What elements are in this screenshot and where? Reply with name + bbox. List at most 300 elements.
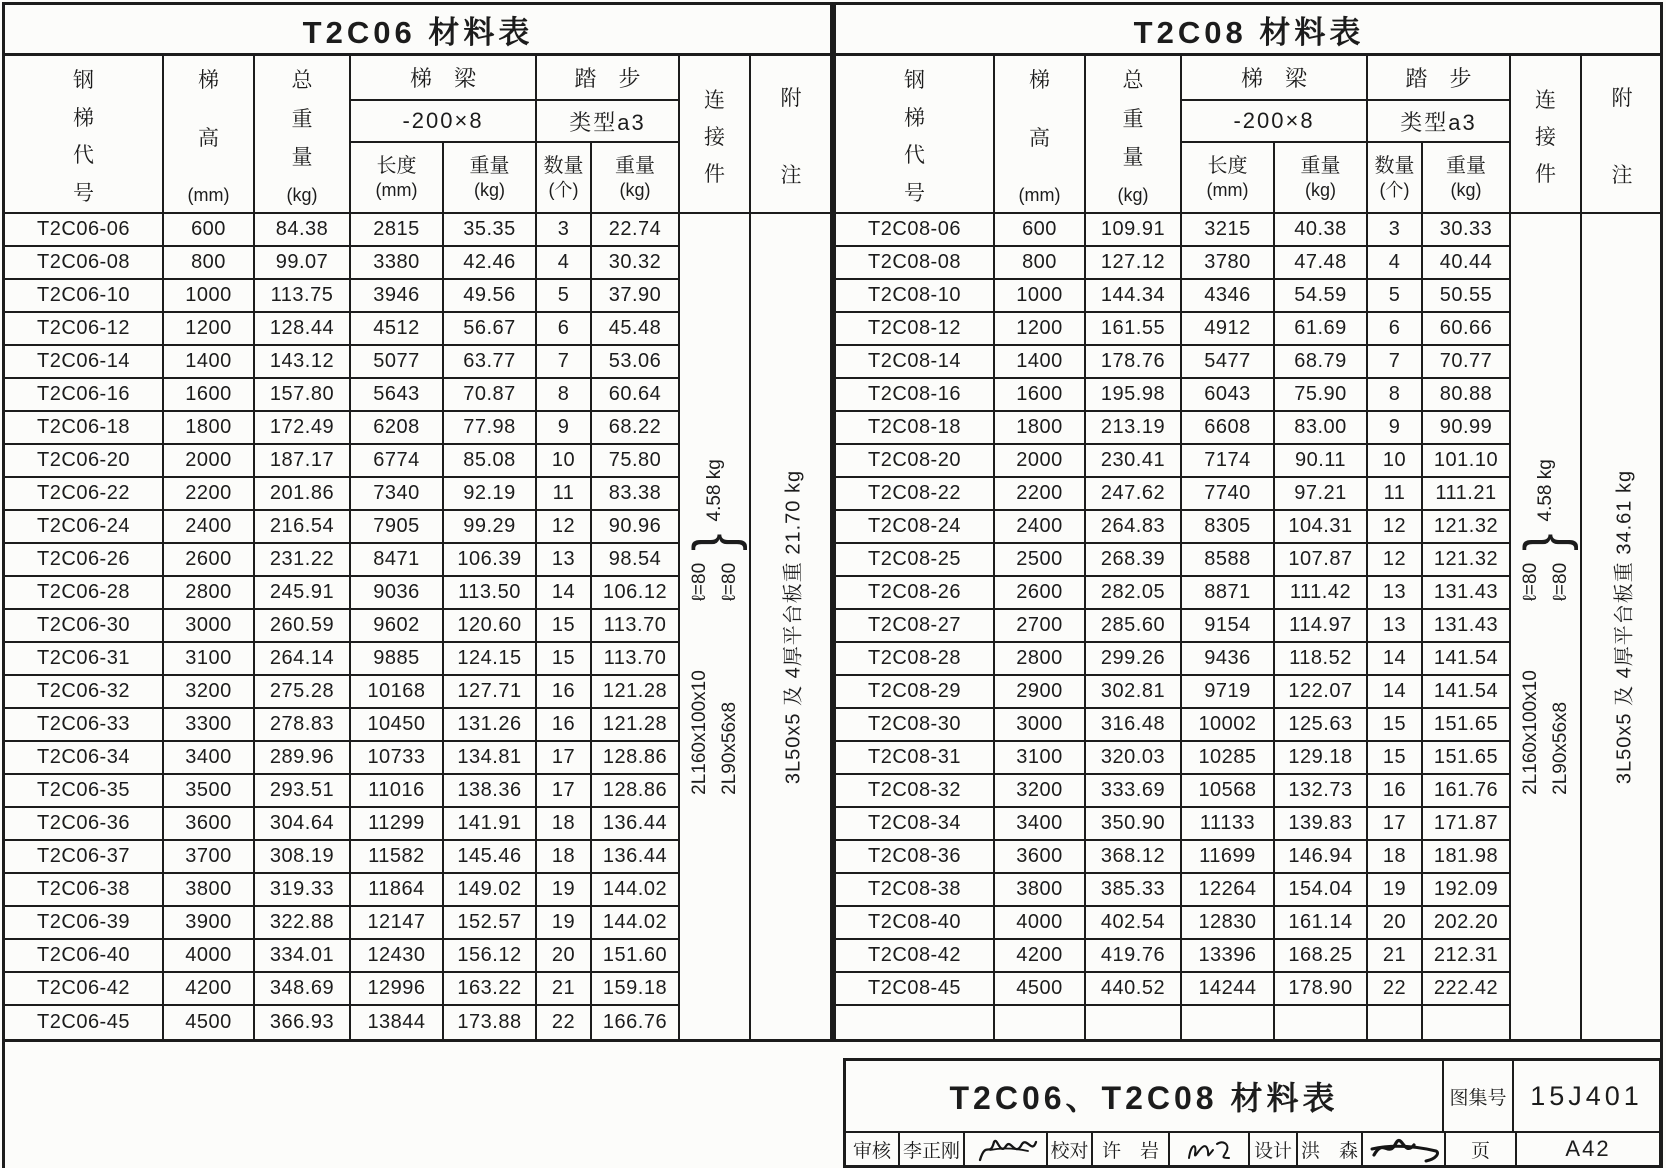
data-cell: 21 <box>1368 940 1423 973</box>
data-cell: 75.80 <box>592 445 680 478</box>
data-cell: 37.90 <box>592 280 680 313</box>
data-cell: 2700 <box>995 610 1086 643</box>
header-unit: (kg) <box>1117 184 1149 205</box>
data-cell: 9719 <box>1182 676 1275 709</box>
data-cell: 2500 <box>995 544 1086 577</box>
header-text: 数量 <box>543 154 584 177</box>
data-cell: 161.76 <box>1423 775 1511 808</box>
data-cell: 70.77 <box>1423 346 1511 379</box>
data-cell: 54.59 <box>1275 280 1368 313</box>
data-cell: 293.51 <box>255 775 351 808</box>
connector-specs <box>689 562 741 794</box>
data-cell: 68.22 <box>592 412 680 445</box>
data-cell: 12 <box>1368 544 1423 577</box>
header-total-weight <box>1086 56 1182 214</box>
data-cell: 122.07 <box>1275 676 1368 709</box>
data-cell: 1600 <box>164 379 255 412</box>
data-cell: 11299 <box>351 808 444 841</box>
data-cell: 5477 <box>1182 346 1275 379</box>
data-cell: 3000 <box>164 610 255 643</box>
data-cell: 151.60 <box>592 940 680 973</box>
header-char: 钢 <box>73 69 94 92</box>
data-cell: 60.66 <box>1423 313 1511 346</box>
data-cell: 14 <box>1368 643 1423 676</box>
data-cell: 11016 <box>351 775 444 808</box>
data-cell: 275.28 <box>255 676 351 709</box>
note-cell <box>751 214 831 1039</box>
material-table <box>2 2 833 1042</box>
data-cell: 419.76 <box>1086 940 1182 973</box>
data-cell: 1800 <box>164 412 255 445</box>
data-cell: 5 <box>1368 280 1423 313</box>
data-cell: 13396 <box>1182 940 1275 973</box>
connector-specs <box>1520 562 1572 794</box>
data-cell: 2815 <box>351 214 444 247</box>
data-cell: 161.14 <box>1275 907 1368 940</box>
data-cell: 172.49 <box>255 412 351 445</box>
ladder-code-cell: T2C08-14 <box>836 346 995 379</box>
header-connector <box>1511 56 1582 214</box>
data-cell: 42.46 <box>444 247 537 280</box>
data-cell: 40.44 <box>1423 247 1511 280</box>
data-cell: 2400 <box>164 511 255 544</box>
data-cell: 92.19 <box>444 478 537 511</box>
data-cell: 136.44 <box>592 841 680 874</box>
data-cell: 83.38 <box>592 478 680 511</box>
data-cell: 145.46 <box>444 841 537 874</box>
data-cell: 121.32 <box>1423 544 1511 577</box>
ladder-code-cell: T2C06-33 <box>5 709 164 742</box>
data-cell: 10002 <box>1182 709 1275 742</box>
header-beam-spec: -200×8 <box>1182 101 1368 143</box>
data-cell: 2600 <box>164 544 255 577</box>
data-cell: 10285 <box>1182 742 1275 775</box>
data-cell <box>1182 1006 1275 1039</box>
data-cell: 113.70 <box>592 643 680 676</box>
data-cell: 161.55 <box>1086 313 1182 346</box>
data-cell: 144.02 <box>592 907 680 940</box>
header-char: 连 <box>1535 88 1556 112</box>
header-char: 梯 <box>904 106 925 130</box>
data-cell: 168.25 <box>1275 940 1368 973</box>
header-char: 附 <box>780 87 802 110</box>
data-cell: 12147 <box>351 907 444 940</box>
header-unit: (个) <box>548 179 579 200</box>
ladder-code-cell: T2C08-36 <box>836 841 995 874</box>
data-cell: 6608 <box>1182 412 1275 445</box>
data-cell: 8471 <box>351 544 444 577</box>
data-cell: 16 <box>537 676 592 709</box>
connector-len2: ℓ=80 <box>718 562 740 601</box>
connector-len2: ℓ=80 <box>1549 562 1571 601</box>
data-cell: 1400 <box>164 346 255 379</box>
ladder-code-cell: T2C06-45 <box>5 1006 164 1039</box>
data-cell: 16 <box>1368 775 1423 808</box>
data-cell: 118.52 <box>1275 643 1368 676</box>
ladder-code-cell: T2C06-06 <box>5 214 164 247</box>
data-cell: 11 <box>1368 478 1423 511</box>
header-connector <box>680 56 751 214</box>
data-cell: 201.86 <box>255 478 351 511</box>
header-char: 重 <box>1122 107 1144 131</box>
header-char: 件 <box>1535 162 1556 186</box>
ladder-code-cell: T2C08-26 <box>836 577 995 610</box>
ladder-code-cell: T2C08-24 <box>836 511 995 544</box>
data-cell: 113.50 <box>444 577 537 610</box>
data-cell: 7905 <box>351 511 444 544</box>
data-cell: 113.75 <box>255 280 351 313</box>
ladder-code-cell: T2C08-12 <box>836 313 995 346</box>
data-cell: 154.04 <box>1275 874 1368 907</box>
data-cell: 3400 <box>164 742 255 775</box>
data-cell: 4500 <box>995 973 1086 1006</box>
ladder-code-cell: T2C06-37 <box>5 841 164 874</box>
header-char: 注 <box>780 164 802 187</box>
header-beam-weight <box>444 143 537 214</box>
data-cell: 60.64 <box>592 379 680 412</box>
data-cell: 600 <box>164 214 255 247</box>
data-cell: 2900 <box>995 676 1086 709</box>
data-cell: 20 <box>537 940 592 973</box>
data-cell: 299.26 <box>1086 643 1182 676</box>
data-cell: 2800 <box>164 577 255 610</box>
data-cell: 22 <box>1368 973 1423 1006</box>
data-cell: 6 <box>537 313 592 346</box>
header-char: 号 <box>904 181 925 205</box>
ladder-code-cell: T2C08-27 <box>836 610 995 643</box>
data-cell: 1600 <box>995 379 1086 412</box>
data-cell: 99.29 <box>444 511 537 544</box>
note-annotation: 3L50x5 及 4厚平台板重 21.70 kg <box>782 469 805 784</box>
data-cell: 111.21 <box>1423 478 1511 511</box>
header-unit: (kg) <box>286 184 318 205</box>
brace-glyph: } <box>1512 532 1579 551</box>
data-cell: 141.54 <box>1423 643 1511 676</box>
data-cell: 3300 <box>164 709 255 742</box>
brace-glyph: } <box>681 532 748 551</box>
data-cell: 138.36 <box>444 775 537 808</box>
data-cell: 216.54 <box>255 511 351 544</box>
data-cell: 278.83 <box>255 709 351 742</box>
data-cell: 121.32 <box>1423 511 1511 544</box>
ladder-code-cell: T2C06-31 <box>5 643 164 676</box>
data-cell: 121.28 <box>592 709 680 742</box>
header-text: 长度 <box>376 154 417 177</box>
connector-len1: ℓ=80 <box>1519 562 1541 601</box>
header-char: 钢 <box>904 69 925 92</box>
header-char: 代 <box>904 144 925 168</box>
data-cell: 106.39 <box>444 544 537 577</box>
data-cell: 4 <box>537 247 592 280</box>
ladder-code-cell: T2C08-34 <box>836 808 995 841</box>
data-cell: 2600 <box>995 577 1086 610</box>
header-ladder-code <box>5 56 164 214</box>
data-cell: 90.96 <box>592 511 680 544</box>
data-cell: 127.71 <box>444 676 537 709</box>
data-cell: 4912 <box>1182 313 1275 346</box>
title-block-row2 <box>846 1133 1659 1165</box>
data-cell: 35.35 <box>444 214 537 247</box>
data-cell: 159.18 <box>592 973 680 1006</box>
header-step-spec: 类型a3 <box>1368 101 1511 143</box>
ladder-code-cell: T2C06-08 <box>5 247 164 280</box>
data-cell: 13844 <box>351 1006 444 1039</box>
data-cell: 12 <box>1368 511 1423 544</box>
header-unit: (kg) <box>1450 179 1482 200</box>
data-cell: 99.07 <box>255 247 351 280</box>
data-cell: 3600 <box>164 808 255 841</box>
ladder-code-cell: T2C08-28 <box>836 643 995 676</box>
data-cell: 348.69 <box>255 973 351 1006</box>
data-cell: 136.44 <box>592 808 680 841</box>
data-cell: 30.33 <box>1423 214 1511 247</box>
data-cell: 128.44 <box>255 313 351 346</box>
header-char: 接 <box>704 125 725 149</box>
data-cell: 4346 <box>1182 280 1275 313</box>
connector-len1: ℓ=80 <box>688 562 710 601</box>
data-cell: 8 <box>537 379 592 412</box>
data-cell: 213.19 <box>1086 412 1182 445</box>
header-step-weight <box>1423 143 1511 214</box>
data-cell: 366.93 <box>255 1006 351 1039</box>
ladder-code-cell: T2C06-28 <box>5 577 164 610</box>
data-cell: 3380 <box>351 247 444 280</box>
data-cell: 120.60 <box>444 610 537 643</box>
header-char: 总 <box>1122 69 1144 92</box>
data-cell: 98.54 <box>592 544 680 577</box>
data-cell: 17 <box>537 775 592 808</box>
ladder-code-cell <box>836 1006 995 1039</box>
checker-label: 校对 <box>1048 1133 1093 1165</box>
connector-cell <box>680 214 751 1039</box>
data-cell: 144.34 <box>1086 280 1182 313</box>
atlas-number-label: 图集号 <box>1444 1061 1514 1131</box>
data-cell: 97.21 <box>1275 478 1368 511</box>
header-char: 连 <box>704 88 725 112</box>
header-text: 长度 <box>1207 154 1248 177</box>
header-ladder-height <box>995 56 1086 214</box>
data-cell: 61.69 <box>1275 313 1368 346</box>
ladder-code-cell: T2C08-25 <box>836 544 995 577</box>
note-cell <box>1582 214 1662 1039</box>
page-number: A42 <box>1565 1136 1611 1161</box>
data-cell: 144.02 <box>592 874 680 907</box>
data-cell: 231.22 <box>255 544 351 577</box>
data-cell: 16 <box>537 709 592 742</box>
ladder-code-cell: T2C08-38 <box>836 874 995 907</box>
data-cell: 268.39 <box>1086 544 1182 577</box>
data-cell: 13 <box>1368 610 1423 643</box>
header-beam-spec: -200×8 <box>351 101 537 143</box>
data-cell: 134.81 <box>444 742 537 775</box>
data-cell: 12430 <box>351 940 444 973</box>
data-cell: 11 <box>537 478 592 511</box>
data-cell: 8 <box>1368 379 1423 412</box>
data-cell: 19 <box>537 907 592 940</box>
data-cell: 230.41 <box>1086 445 1182 478</box>
data-cell: 141.91 <box>444 808 537 841</box>
data-cell: 77.98 <box>444 412 537 445</box>
ladder-code-cell: T2C08-10 <box>836 280 995 313</box>
data-cell: 146.94 <box>1275 841 1368 874</box>
ladder-code-cell: T2C06-42 <box>5 973 164 1006</box>
data-cell: 12264 <box>1182 874 1275 907</box>
data-cell: 131.43 <box>1423 577 1511 610</box>
data-cell: 9885 <box>351 643 444 676</box>
data-cell: 285.60 <box>1086 610 1182 643</box>
data-cell: 12830 <box>1182 907 1275 940</box>
data-cell: 440.52 <box>1086 973 1182 1006</box>
header-text: 重量 <box>469 154 510 177</box>
data-cell: 600 <box>995 214 1086 247</box>
designer-name: 洪 森 <box>1298 1133 1363 1165</box>
ladder-code-cell: T2C08-42 <box>836 940 995 973</box>
data-cell: 15 <box>537 643 592 676</box>
ladder-code-cell: T2C08-29 <box>836 676 995 709</box>
data-cell: 316.48 <box>1086 709 1182 742</box>
data-cell: 2200 <box>995 478 1086 511</box>
data-cell: 1800 <box>995 412 1086 445</box>
data-cell: 114.97 <box>1275 610 1368 643</box>
data-cell <box>1368 1006 1423 1039</box>
data-cell <box>995 1006 1086 1039</box>
data-cell: 15 <box>537 610 592 643</box>
ladder-code-cell: T2C08-20 <box>836 445 995 478</box>
data-cell: 178.76 <box>1086 346 1182 379</box>
header-char: 注 <box>1611 164 1633 187</box>
data-cell: 7 <box>1368 346 1423 379</box>
header-step-count <box>537 143 592 214</box>
header-char: 总 <box>291 69 313 92</box>
data-cell: 3215 <box>1182 214 1275 247</box>
header-text: 重量 <box>1446 154 1486 177</box>
data-cell: 20 <box>1368 907 1423 940</box>
header-unit: (个) <box>1379 179 1410 200</box>
header-step-count <box>1368 143 1423 214</box>
header-step-group: 踏 步 <box>537 56 680 101</box>
checker-name: 许 岩 <box>1093 1133 1170 1165</box>
data-cell: 3200 <box>164 676 255 709</box>
data-cell: 195.98 <box>1086 379 1182 412</box>
header-note <box>751 56 831 214</box>
data-cell: 402.54 <box>1086 907 1182 940</box>
data-cell: 6774 <box>351 445 444 478</box>
ladder-code-cell: T2C08-31 <box>836 742 995 775</box>
data-cell: 10168 <box>351 676 444 709</box>
data-cell: 10 <box>1368 445 1423 478</box>
data-cell: 319.33 <box>255 874 351 907</box>
data-cell: 53.06 <box>592 346 680 379</box>
title-block-row1 <box>846 1061 1659 1133</box>
data-cell: 3 <box>1368 214 1423 247</box>
data-cell: 15 <box>1368 742 1423 775</box>
data-cell: 178.90 <box>1275 973 1368 1006</box>
data-cell: 90.99 <box>1423 412 1511 445</box>
data-cell: 1000 <box>164 280 255 313</box>
note-annotation: 3L50x5 及 4厚平台板重 34.61 kg <box>1613 469 1636 784</box>
designer-signature <box>1363 1133 1446 1165</box>
data-cell: 50.55 <box>1423 280 1511 313</box>
data-cell: 173.88 <box>444 1006 537 1039</box>
data-cell: 128.86 <box>592 742 680 775</box>
data-cell: 40.38 <box>1275 214 1368 247</box>
header-total-weight <box>255 56 351 214</box>
data-cell: 11864 <box>351 874 444 907</box>
data-cell: 101.10 <box>1423 445 1511 478</box>
header-char: 接 <box>1535 125 1556 149</box>
sheet-frame-left <box>2 1040 5 1168</box>
data-cell: 132.73 <box>1275 775 1368 808</box>
header-char: 量 <box>1122 146 1144 170</box>
table-title: T2C06 材料表 <box>5 5 831 56</box>
reviewer-name: 李正刚 <box>900 1133 965 1165</box>
data-cell: 181.98 <box>1423 841 1511 874</box>
data-cell: 3400 <box>995 808 1086 841</box>
data-cell: 264.83 <box>1086 511 1182 544</box>
data-cell: 13 <box>537 544 592 577</box>
data-cell: 21 <box>537 973 592 1006</box>
header-step-weight <box>592 143 680 214</box>
signature-icon <box>1177 1134 1241 1164</box>
data-cell: 282.05 <box>1086 577 1182 610</box>
data-cell: 121.28 <box>592 676 680 709</box>
data-cell: 68.79 <box>1275 346 1368 379</box>
header-char: 量 <box>291 146 313 170</box>
data-cell: 18 <box>537 841 592 874</box>
header-char: 梯 <box>198 69 219 92</box>
data-cell: 10568 <box>1182 775 1275 808</box>
header-step-group: 踏 步 <box>1368 56 1511 101</box>
data-cell: 139.83 <box>1275 808 1368 841</box>
data-cell: 3 <box>537 214 592 247</box>
data-cell: 163.22 <box>444 973 537 1006</box>
data-cell: 156.12 <box>444 940 537 973</box>
data-cell: 4200 <box>164 973 255 1006</box>
data-cell: 11133 <box>1182 808 1275 841</box>
data-cell: 212.31 <box>1423 940 1511 973</box>
header-beam-group: 梯 梁 <box>351 56 537 101</box>
data-cell <box>1275 1006 1368 1039</box>
data-cell: 13 <box>1368 577 1423 610</box>
reviewer-signature <box>965 1133 1048 1165</box>
connector-cell <box>1511 214 1582 1039</box>
connector-spec1: 2L160x100x10 <box>688 669 710 795</box>
data-cell: 5077 <box>351 346 444 379</box>
header-ladder-code <box>836 56 995 214</box>
data-cell: 9036 <box>351 577 444 610</box>
data-cell: 49.56 <box>444 280 537 313</box>
reviewer-label: 审核 <box>846 1133 900 1165</box>
data-cell: 151.65 <box>1423 742 1511 775</box>
connector-weight: 4.58 kg <box>703 458 725 521</box>
header-note <box>1582 56 1662 214</box>
ladder-code-cell: T2C06-12 <box>5 313 164 346</box>
data-cell: 9 <box>537 412 592 445</box>
ladder-code-cell: T2C08-06 <box>836 214 995 247</box>
data-cell: 14244 <box>1182 973 1275 1006</box>
designer-label: 设计 <box>1250 1133 1298 1165</box>
data-cell <box>1423 1006 1511 1039</box>
data-cell: 3780 <box>1182 247 1275 280</box>
signature-icon <box>970 1134 1042 1164</box>
header-ladder-height <box>164 56 255 214</box>
data-cell: 151.65 <box>1423 709 1511 742</box>
header-unit: (mm) <box>375 179 418 200</box>
data-cell: 3100 <box>995 742 1086 775</box>
header-char: 代 <box>73 144 94 168</box>
data-cell: 3800 <box>995 874 1086 907</box>
ladder-code-cell: T2C06-18 <box>5 412 164 445</box>
